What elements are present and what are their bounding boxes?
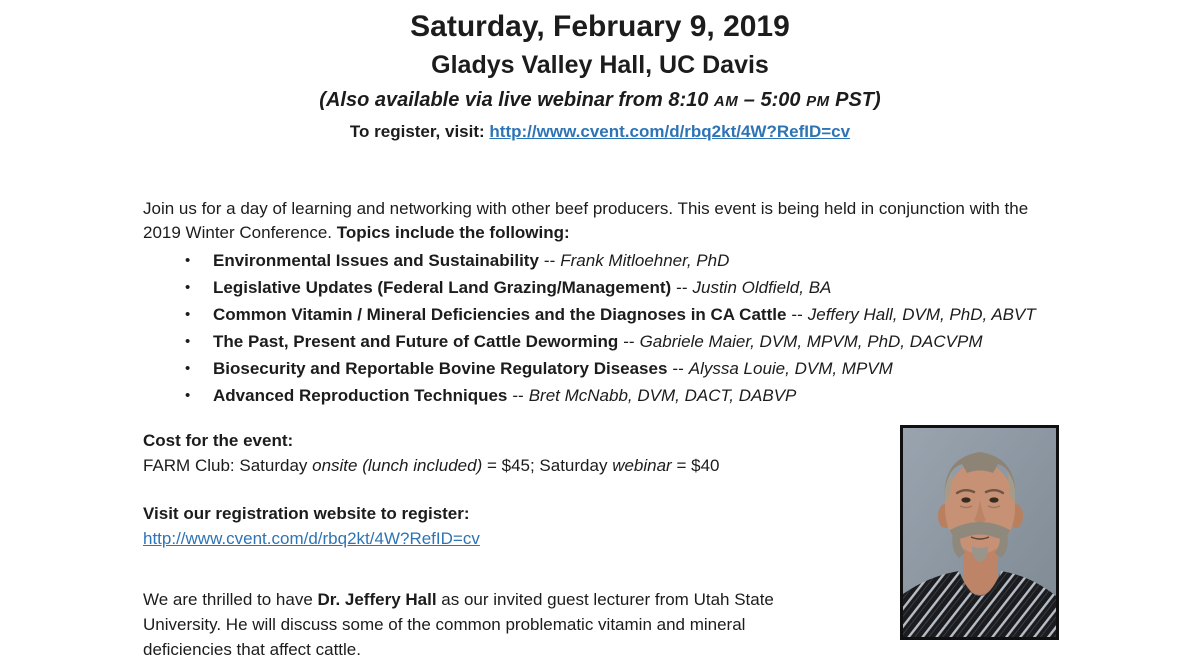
- intro-topics-heading: Topics include the following:: [336, 223, 570, 242]
- speaker-photo: [900, 425, 1059, 640]
- topic-speaker: Frank Mitloehner, PhD: [560, 251, 730, 270]
- topic-title: Advanced Reproduction Techniques: [213, 386, 508, 405]
- register-label: To register, visit:: [349, 122, 490, 141]
- speaker-name-bold: Dr. Jeffery Hall: [317, 590, 437, 609]
- registration-heading: Visit our registration website to register:: [143, 504, 470, 523]
- cost-detail: [143, 453, 719, 478]
- bullet-icon: •: [185, 333, 191, 350]
- topic-speaker: Alyssa Louie, DVM, MPVM: [688, 359, 893, 378]
- topic-title: Legislative Updates (Federal Land Grazing/Management): [213, 278, 672, 297]
- topic-item: [185, 301, 1036, 328]
- cost-section: [143, 428, 719, 478]
- webinar-note-text: – 5:00: [738, 89, 807, 111]
- closing-text: We are thrilled to have: [143, 590, 318, 609]
- cost-text: = $40: [671, 456, 720, 475]
- topic-separator: --: [672, 359, 684, 378]
- webinar-note-text: PST): [829, 89, 881, 111]
- webinar-note-text: (Also available via live webinar from 8:10: [319, 89, 714, 111]
- pm-smallcaps: PM: [806, 93, 830, 110]
- registration-section: [143, 501, 480, 551]
- registration-link-bottom[interactable]: http://www.cvent.com/d/rbq2kt/4W?RefID=cv: [143, 529, 480, 548]
- register-line: [0, 121, 1200, 143]
- topic-speaker: Gabriele Maier, DVM, MPVM, PhD, DACVPM: [639, 332, 983, 351]
- topic-speaker: Justin Oldfield, BA: [692, 278, 832, 297]
- topic-speaker: Jeffery Hall, DVM, PhD, ABVT: [807, 305, 1036, 324]
- bullet-icon: •: [185, 387, 191, 404]
- topic-separator: --: [543, 251, 556, 270]
- topic-separator: --: [676, 278, 688, 297]
- closing-paragraph: [143, 587, 833, 662]
- topics-list: [185, 247, 1036, 409]
- cost-heading: Cost for the event:: [143, 431, 294, 450]
- webinar-note: [0, 87, 1200, 115]
- intro-text: Join us for a day of learning and networking with other beef producers. This event is being held in conjunction with the 2019 Winter Conference.: [143, 199, 1029, 242]
- flyer-header: [0, 8, 1200, 143]
- topic-item: [185, 382, 1036, 409]
- topic-title: Environmental Issues and Sustainability: [213, 251, 539, 270]
- speaker-photo-illustration: [903, 428, 1056, 637]
- topic-title: The Past, Present and Future of Cattle Deworming: [213, 332, 619, 351]
- bullet-icon: •: [185, 360, 191, 377]
- bullet-icon: •: [185, 252, 191, 269]
- topic-title: Common Vitamin / Mineral Deficiencies and the Diagnoses in CA Cattle: [213, 305, 787, 324]
- bullet-icon: •: [185, 306, 191, 323]
- closing-text: as our invited guest lecturer from Utah State University. He will discuss some of the common problematic vitamin and mineral deficiencies that affect cattle.: [143, 590, 774, 659]
- topic-separator: --: [791, 305, 803, 324]
- topic-item: [185, 274, 1036, 301]
- cost-text: = $45; Saturday: [482, 456, 613, 475]
- cost-onsite-italic: onsite (lunch included): [312, 456, 483, 475]
- topic-speaker: Bret McNabb, DVM, DACT, DABVP: [528, 386, 797, 405]
- cost-text: FARM Club: Saturday: [143, 456, 313, 475]
- intro-paragraph: [143, 197, 1048, 245]
- topic-item: [185, 355, 1036, 382]
- topic-separator: --: [623, 332, 635, 351]
- bullet-icon: •: [185, 279, 191, 296]
- am-smallcaps: AM: [713, 93, 739, 110]
- event-date-title: Saturday, February 9, 2019: [410, 10, 790, 43]
- event-venue: Gladys Valley Hall, UC Davis: [431, 51, 769, 79]
- topic-title: Biosecurity and Reportable Bovine Regulatory Diseases: [213, 359, 668, 378]
- topic-separator: --: [512, 386, 524, 405]
- topic-item: [185, 328, 1036, 355]
- cost-webinar-italic: webinar: [612, 456, 672, 475]
- topic-item: [185, 247, 1036, 274]
- registration-link[interactable]: http://www.cvent.com/d/rbq2kt/4W?RefID=cv: [489, 122, 851, 141]
